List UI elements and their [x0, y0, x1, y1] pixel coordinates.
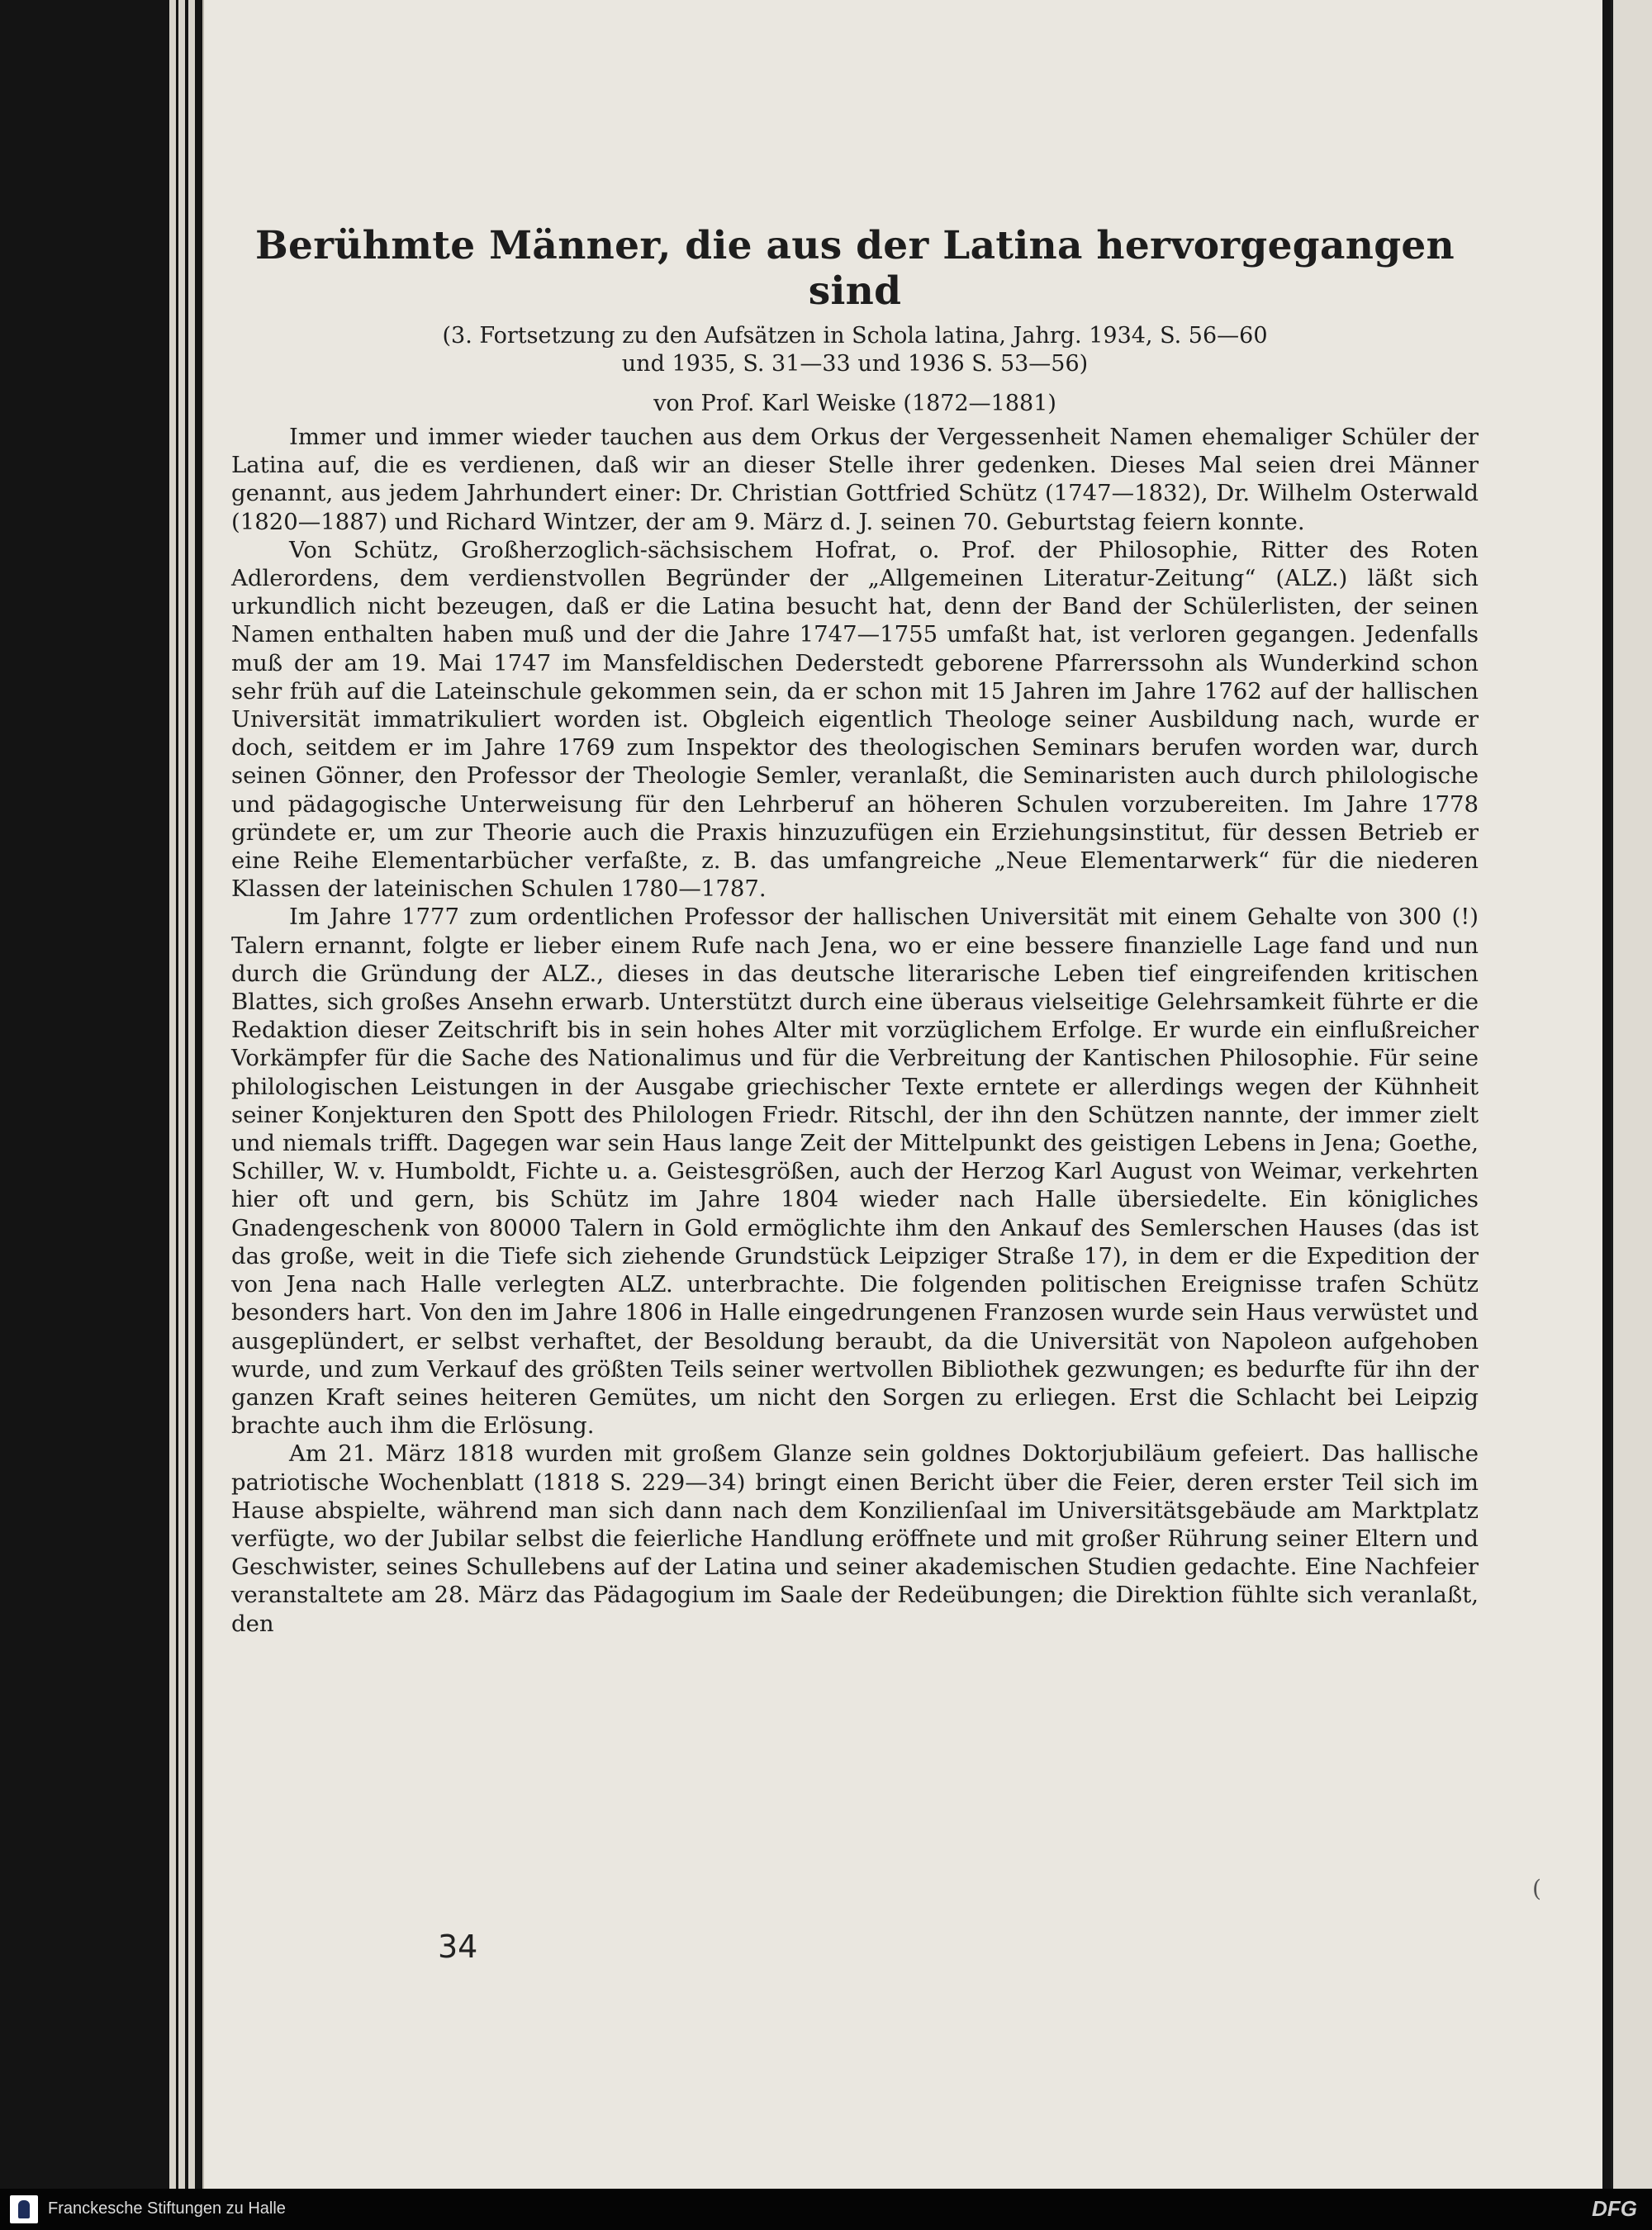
article-body — [231, 423, 1479, 1638]
viewer-footer — [0, 2189, 1652, 2230]
article-author: von Prof. Karl Weiske (1872—1881) — [653, 391, 1056, 416]
page-stack-edge — [169, 0, 176, 2189]
facing-page-edge — [1611, 0, 1652, 2189]
article-title: Berühmte Männer, die aus der Latina hervorgegangen sind — [254, 223, 1455, 314]
institution-logo-icon — [10, 2195, 38, 2223]
paragraph: Von Schütz, Großherzoglich-sächsischem Hofrat, o. Prof. der Philosophie, Ritter des Roten Adlerordens, dem verdienstvollen Begründer der „Allgemeinen Literatur-Zeitung“ (ALZ.) läßt sich urkundlich nicht bezeugen, daß er die Latina besucht hat, denn der Band der Schülerlisten, der seinen Namen enthalten haben muß und der die Jahre 1747—1755 umfaßt hat, ist verloren gegangen. Jedenfalls muß der am 19. Mai 1747 im Mansfeldischen Dederstedt geborene Pfarrerssohn als Wunderkind schon sehr früh auf die Lateinschule gekommen sein, da er schon mit 15 Jahren im Jahre 1762 auf der hallischen Universität immatrikuliert worden ist. Obgleich eigentlich Theologe seiner Ausbildung nach, wurde er doch, seitdem er im Jahre 1769 zum Inspektor des theologischen Seminars berufen worden war, durch seinen Gönner, den Professor der Theologie Semler, veranlaßt, die Seminaristen auch durch philologische und pädagogische Unterweisung für den Lehrberuf an höheren Schulen vorzubereiten. Im Jahre 1778 gründete er, um zur Theorie auch die Praxis hinzuzufügen ein Erziehungsinstitut, für dessen Betrieb er eine Reihe Elementarbücher verfaßte, z. B. das umfangreiche „Neue Elementarwerk“ für die niederen Klassen der lateinischen Schulen 1780—1787. — [231, 536, 1479, 903]
paragraph: Am 21. März 1818 wurden mit großem Glanze sein goldnes Doktorjubiläum gefeiert. Das hallische patriotische Wochenblatt (1818 S. 229—34) bringt einen Bericht über die Feier, deren erster Teil sich im Hause abspielte, während man sich dann nach dem Konzilienſaal im Universitätsgebäude am Marktplatz verfügte, wo der Jubilar selbst die feierliche Handlung eröffnete und mit großer Rührung seiner Eltern und Geschwister, seines Schullebens auf der Latina und seiner akademischen Studien gedachte. Eine Nachfeier veranstaltete am 28. März das Pädagogium im Saale der Redeübungen; die Direktion fühlte sich veranlaßt, den — [231, 1440, 1479, 1637]
page-stack-edge — [188, 0, 195, 2189]
paragraph: Immer und immer wieder tauchen aus dem Orkus der Vergessenheit Namen ehemaliger Schüler der Latina auf, die es verdienen, daß wir an dieser Stelle ihrer gedenken. Dieses Mal seien drei Männer genannt, aus jedem Jahrhundert einer: Dr. Christian Gottfried Schütz (1747—1832), Dr. Wilhelm Osterwald (1820—1887) und Richard Wintzer, der am 9. März d. J. seinen 70. Geburtstag feiern konnte. — [231, 424, 1479, 535]
article-subtitle-line-1: (3. Fortsetzung zu den Aufsätzen in Schola latina, Jahrg. 1934, S. 56—60 — [442, 323, 1268, 349]
article — [231, 223, 1479, 1638]
dfg-logo: DFG — [1592, 2196, 1637, 2221]
page-number: 34 — [438, 1929, 478, 1965]
page-stack-edge — [178, 0, 185, 2189]
article-subtitle-line-2: und 1935, S. 31—33 und 1936 S. 53—56) — [621, 351, 1089, 377]
margin-mark: ( — [1532, 1875, 1541, 1902]
paragraph: Im Jahre 1777 zum ordentlichen Professor der hallischen Universität mit einem Gehalte von 300 (!) Talern ernannt, folgte er lieber einem Rufe nach Jena, wo er eine bessere finanzielle Lage fand und nun durch die Gründung der ALZ., dieses in das deutsche literarische Leben tief eingreifenden kritischen Blattes, sich großes Ansehn erwarb. Unterstützt durch eine überaus vielseitige Gelehrsamkeit führte er die Redaktion dieser Zeitschrift bis in sein hohes Alter mit vorzüglichem Erfolge. Er wurde ein einflußreicher Vorkämpfer für die Sache des Nationalimus und für die Verbreitung der Kantischen Philosophie. Für seine philologischen Leistungen in der Ausgabe griechischer Texte erntete er allerdings wegen der Kühnheit seiner Konjekturen den Spott des Philologen Friedr. Ritschl, der ihn den Schützen nannte, der immer zielt und niemals trifft. Dagegen war sein Haus lange Zeit der Mittelpunkt des geistigen Lebens in Jena; Goethe, Schiller, W. v. Humboldt, Fichte u. a. Geistesgrößen, auch der Herzog Karl August von Weimar, verkehrten hier oft und gern, bis Schütz im Jahre 1804 wieder nach Halle übersiedelte. Ein königliches Gnadengeschenk von 80000 Talern in Gold ermöglichte ihm den Ankauf des Semlerschen Hauses (das ist das große, weit in die Tiefe sich ziehende Grundstück Leipziger Straße 17), in dem er die Expedition der von Jena nach Halle verlegten ALZ. unterbrachte. Die folgenden politischen Ereignisse trafen Schütz besonders hart. Von den im Jahre 1806 in Halle eingedrungenen Franzosen wurde sein Haus verwüstet und ausgeplündert, er selbst verhaftet, der Besoldung beraubt, da die Universität von Napoleon aufgehoben wurde, und zum Verkauf des größten Teils seiner wertvollen Bibliothek gezwungen; es bedurfte für ihn der ganzen Kraft seines heiteren Gemütes, um nicht den Sorgen zu erliegen. Erst die Schlacht bei Leipzig brachte auch ihm die Erlösung. — [231, 904, 1479, 1440]
institution-name: Franckesche Stiftungen zu Halle — [48, 2199, 286, 2218]
